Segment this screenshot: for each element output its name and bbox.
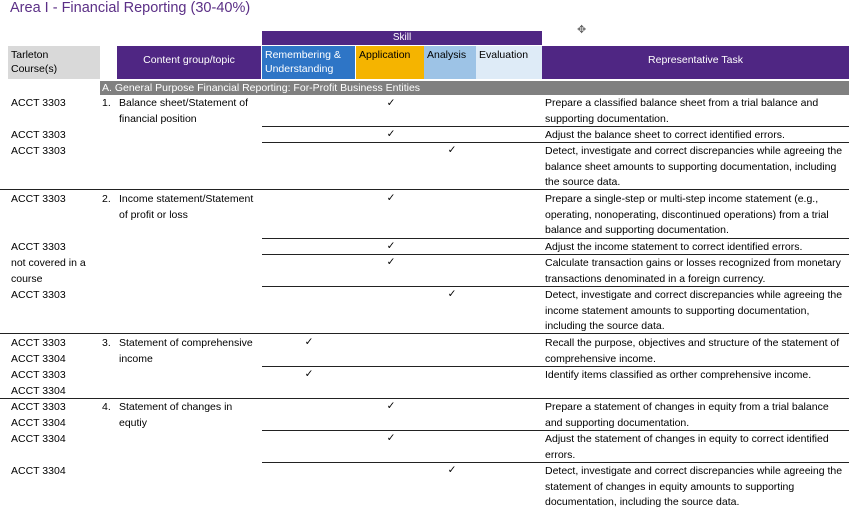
check-mark-icon: ✓: [304, 336, 314, 348]
course-cell: ACCT 3303 ACCT 3304: [11, 401, 66, 429]
check-mark-icon: ✓: [447, 464, 457, 476]
task-cell: Prepare a single-step or multi-step income statement (e.g., operating, nonoperating, discontinued operations) from a trial balance and supporting documentation.: [545, 193, 829, 237]
check-mark-icon: ✓: [386, 128, 396, 140]
task-cell: Detect, investigate and correct discrepancies while agreeing the balance sheet amounts to supporting documentation, including the source data.: [545, 145, 843, 189]
analysis-column-header: Analysis: [424, 46, 476, 79]
check-mark-icon: ✓: [386, 240, 396, 252]
course-cell: not covered in a course: [11, 257, 86, 285]
divider: [0, 398, 849, 399]
task-cell: Prepare a classified balance sheet from a trial balance and supporting documentation.: [545, 97, 819, 125]
check-mark-icon: ✓: [304, 368, 314, 380]
check-mark-icon: ✓: [386, 192, 396, 204]
task-cell: Adjust the balance sheet to correct identified errors.: [545, 129, 785, 141]
section-title: A. General Purpose Financial Reporting: For-Profit Business Entities: [100, 81, 849, 95]
content-column-header: Content group/topic: [117, 46, 261, 79]
course-cell: ACCT 3303 ACCT 3304: [11, 337, 66, 365]
page-title: Area I - Financial Reporting (30-40%): [10, 0, 251, 16]
evaluation-column-header: Evaluation: [476, 46, 542, 79]
course-cell: ACCT 3303: [11, 241, 66, 253]
skill-header: Skill: [262, 31, 542, 45]
course-cell: ACCT 3303 ACCT 3304: [11, 369, 66, 397]
task-column-header: Representative Task: [542, 46, 849, 79]
topic-label: Statement of changes in equtiy: [119, 401, 233, 429]
course-column-header: Tarleton Course(s): [8, 46, 100, 79]
topic-number: 1.: [102, 97, 111, 109]
task-cell: Prepare a statement of changes in equity from a trial balance and supporting documentation.: [545, 401, 829, 429]
check-mark-icon: ✓: [386, 256, 396, 268]
topic-label: Statement of comprehensive income: [119, 337, 253, 365]
course-cell: ACCT 3303: [11, 193, 66, 205]
task-cell: Identify items classified as orther comprehensive income.: [545, 369, 812, 381]
remembering-column-header: Remembering & Understanding: [262, 46, 355, 79]
topic-number: 3.: [102, 337, 111, 349]
check-mark-icon: ✓: [386, 432, 396, 444]
check-mark-icon: ✓: [447, 288, 457, 300]
course-cell: ACCT 3303: [11, 129, 66, 141]
course-cell: ACCT 3304: [11, 433, 66, 445]
task-cell: Calculate transaction gains or losses recognized from monetary transactions denominated in a foreign currency.: [545, 257, 841, 285]
topic-label: Balance sheet/Statement of financial position: [119, 97, 248, 125]
course-cell: ACCT 3303: [11, 145, 66, 157]
task-cell: Adjust the income statement to correct identified errors.: [545, 241, 803, 253]
task-cell: Adjust the statement of changes in equity to correct identified errors.: [545, 433, 829, 461]
application-column-header: Application: [356, 46, 424, 79]
course-cell: ACCT 3303: [11, 97, 66, 109]
check-mark-icon: ✓: [386, 97, 396, 109]
check-mark-icon: ✓: [447, 144, 457, 156]
task-cell: Recall the purpose, objectives and structure of the statement of comprehensive income.: [545, 337, 840, 365]
topic-label: Income statement/Statement of profit or loss: [119, 193, 254, 221]
course-cell: ACCT 3304: [11, 465, 66, 477]
task-cell: Detect, investigate and correct discrepancies while agreeing the income statement amounts to supporting documentation, including the source data.: [545, 289, 843, 333]
plus-cross-icon: ✥: [577, 24, 587, 36]
topic-number: 2.: [102, 193, 111, 205]
topic-number: 4.: [102, 401, 111, 413]
course-cell: ACCT 3303: [11, 289, 66, 301]
task-cell: Detect, investigate and correct discrepancies while agreeing the statement of changes in equity amounts to supporting documentation, including the source data.: [545, 465, 843, 509]
check-mark-icon: ✓: [386, 400, 396, 412]
